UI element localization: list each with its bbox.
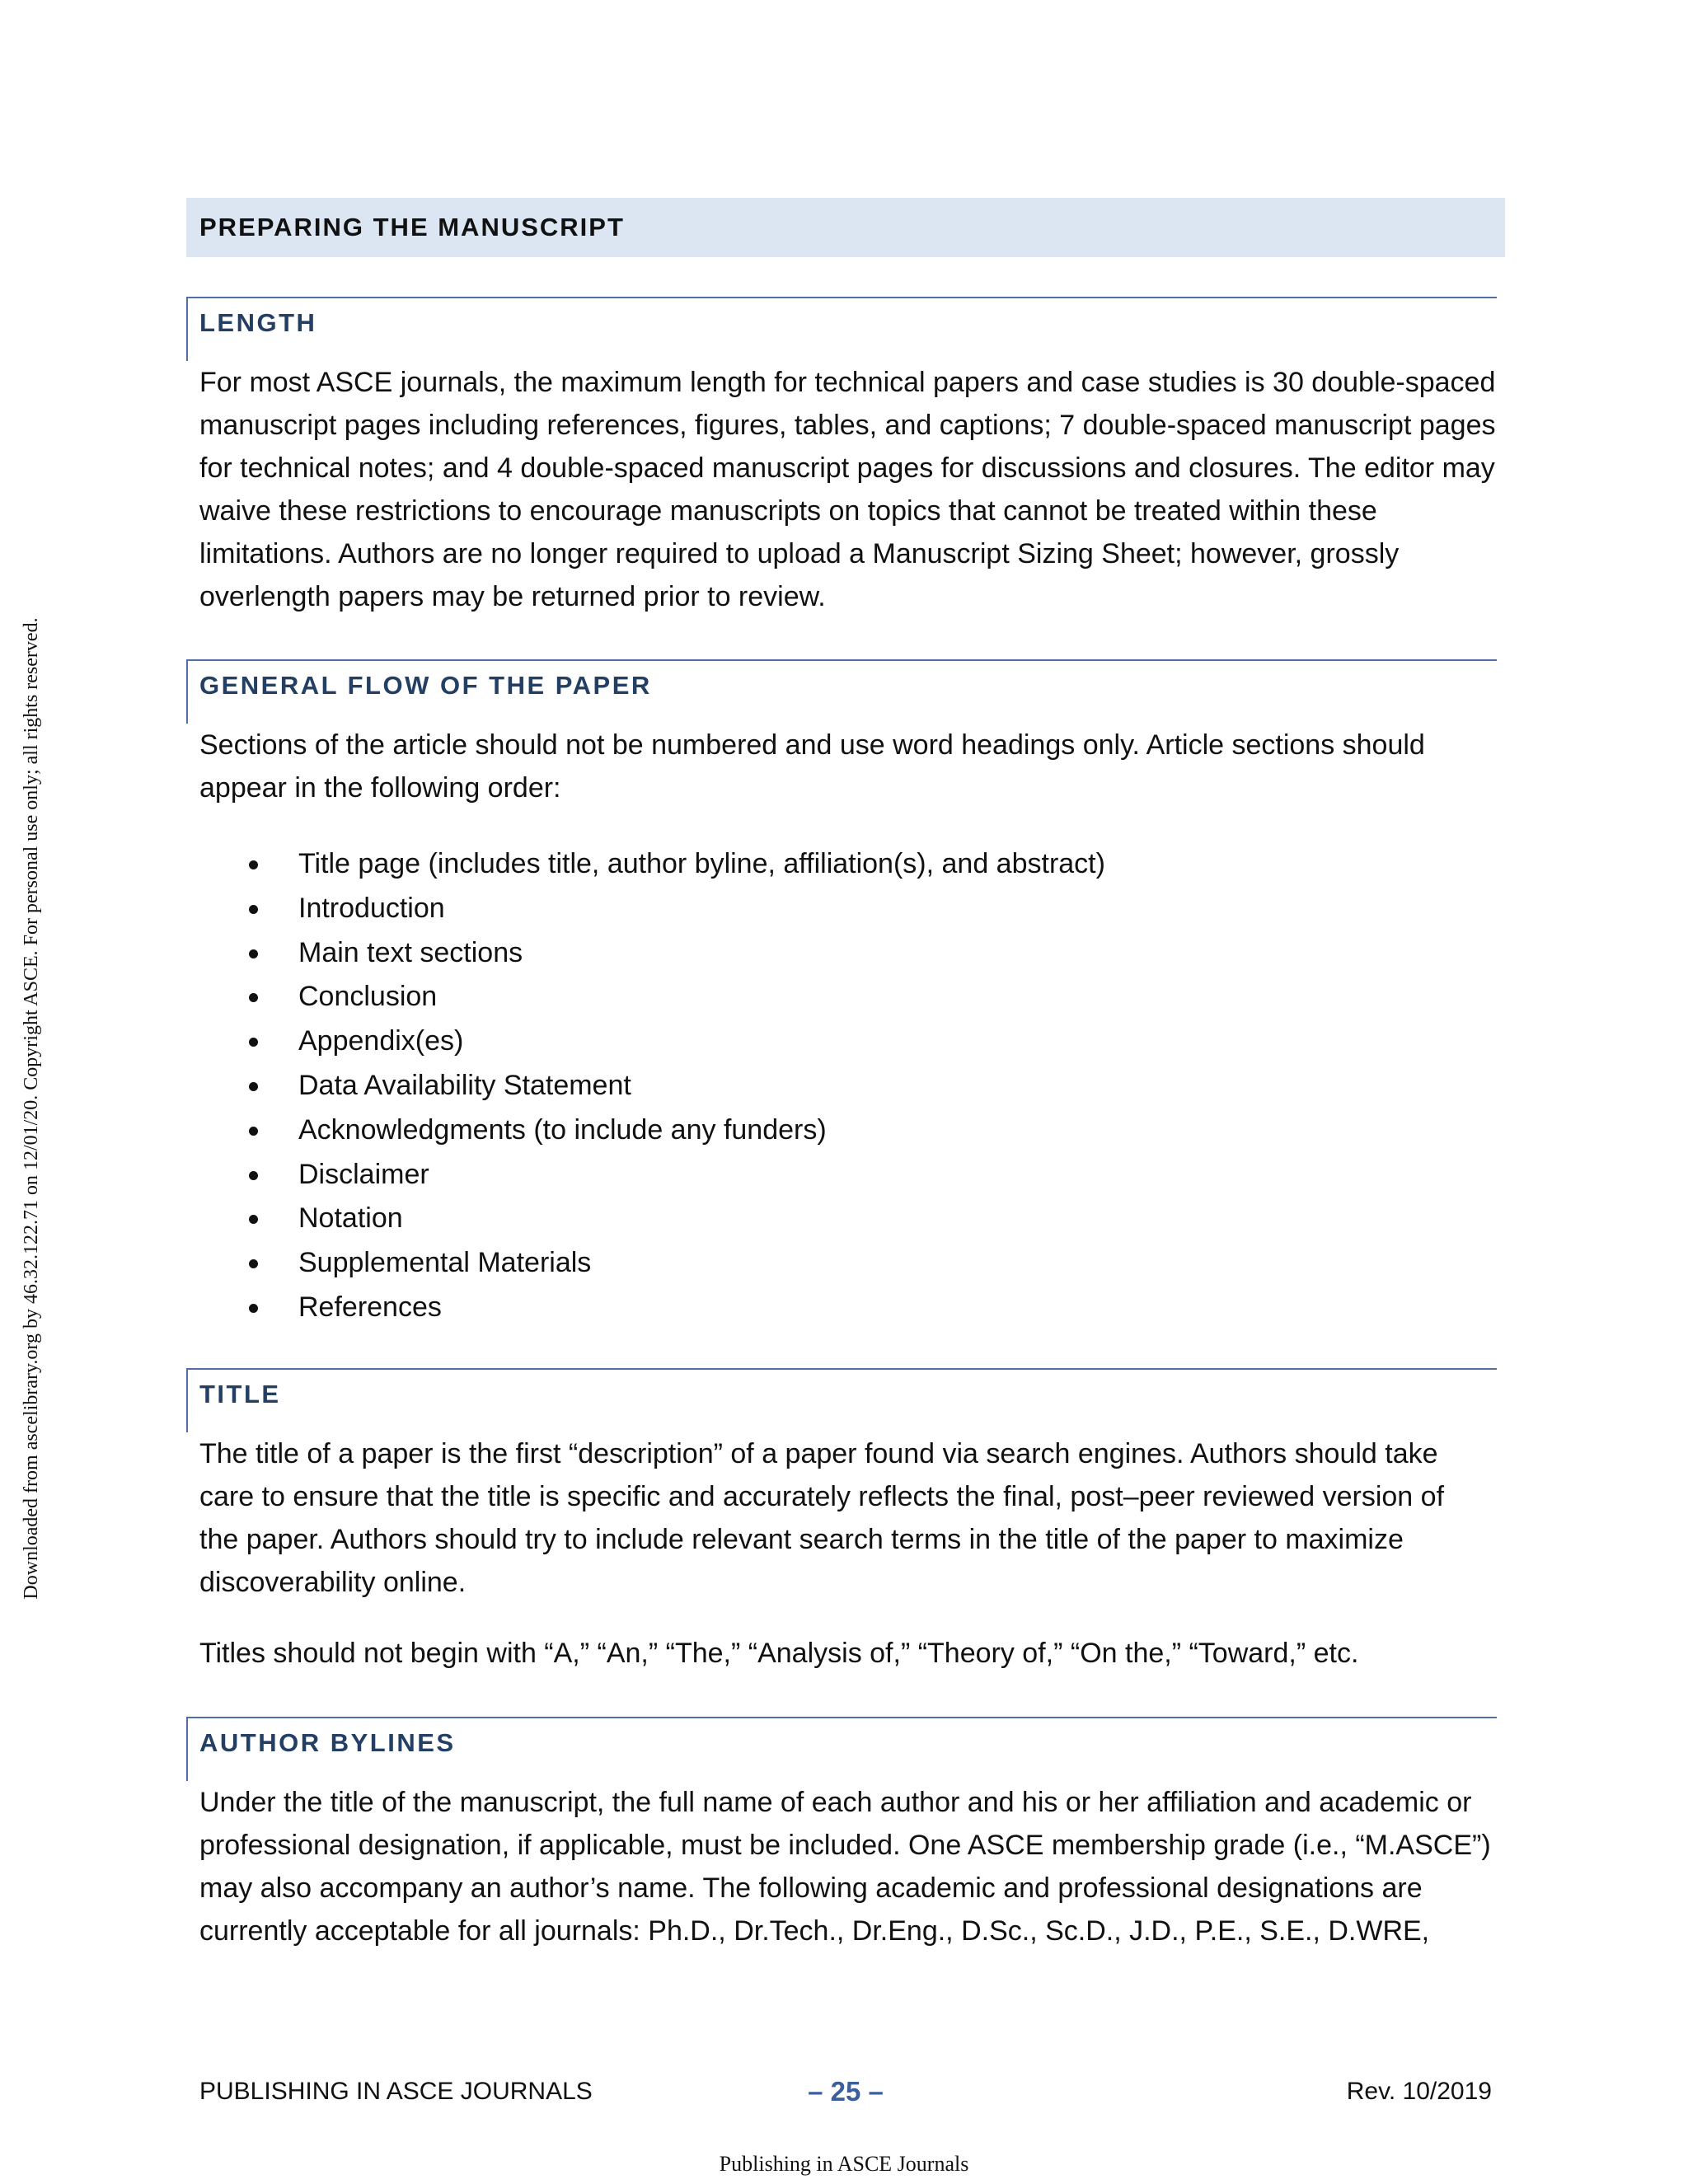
list-item: Supplemental Materials xyxy=(199,1241,1436,1286)
bullet-icon xyxy=(249,993,258,1002)
section-order-list xyxy=(199,842,1436,1330)
list-item: Notation xyxy=(199,1197,1436,1241)
section-heading-label: LENGTH xyxy=(199,308,317,337)
page-footer xyxy=(199,2074,1492,2110)
list-item: Conclusion xyxy=(199,975,1436,1019)
title-paragraph-2: Titles should not begin with “A,” “An,” “The,” “Analysis of,” “Theory of,” “On the,” “Toward,” etc. xyxy=(199,1638,1359,1669)
footer-revision: Rev. 10/2019 xyxy=(1346,2078,1492,2105)
list-item: Main text sections xyxy=(199,931,1436,976)
list-item: Introduction xyxy=(199,887,1436,931)
list-item: Appendix(es) xyxy=(199,1019,1436,1064)
bullet-icon xyxy=(249,1038,258,1047)
section-heading-title xyxy=(186,1368,1497,1432)
list-item: Data Availability Statement xyxy=(199,1064,1436,1108)
flow-paragraph: Sections of the article should not be numbered and use word headings only. Article sections should appear in the following order: xyxy=(199,729,1425,804)
bullet-icon xyxy=(249,1127,258,1136)
bullet-icon xyxy=(249,1171,258,1180)
section-heading-label: TITLE xyxy=(199,1380,281,1408)
length-paragraph: For most ASCE journals, the maximum length for technical papers and case studies is 30 double-spaced manuscript pages including references, figures, tables, and captions; 7 double-spaced manuscript pages for technical notes; and 4 double-spaced manuscript pages for discussions and closures. The editor may waive these restrictions to encourage manuscripts on topics that cannot be treated within these limitations. Authors are no longer required to upload a Manuscript Sizing Sheet; however, grossly overlength papers may be returned prior to review. xyxy=(199,367,1496,612)
section-heading-author-bylines xyxy=(186,1717,1497,1781)
bullet-icon xyxy=(249,905,258,914)
bylines-paragraph: Under the title of the manuscript, the full name of each author and his or her affiliation and academic or professional designation, if applicable, must be included. One ASCE membership grade (i.e., “M.ASCE”) may also accompany an author’s name. The following academic and professional designations are currently acceptable for all journals: Ph.D., Dr.Tech., Dr.Eng., D.Sc., Sc.D., J.D., P.E., S.E., D.WRE, xyxy=(199,1787,1491,1947)
bullet-icon xyxy=(249,949,258,958)
section-heading-label: AUTHOR BYLINES xyxy=(199,1728,456,1757)
bullet-icon xyxy=(249,860,258,869)
page-number: – 25 – xyxy=(808,2076,884,2107)
list-item: Title page (includes title, author byline, affiliation(s), and abstract) xyxy=(199,842,1436,887)
list-item: References xyxy=(199,1286,1436,1330)
list-item: Disclaimer xyxy=(199,1153,1436,1197)
bullet-icon xyxy=(249,1259,258,1268)
list-item: Acknowledgments (to include any funders) xyxy=(199,1108,1436,1153)
chapter-title: PREPARING THE MANUSCRIPT xyxy=(199,213,625,241)
section-heading-length xyxy=(186,297,1497,361)
chapter-banner xyxy=(186,198,1505,257)
title-paragraph-1: The title of a paper is the first “description” of a paper found via search engines. Authors should take care to ensure that the title is specific and accurately reflects the final, post–peer reviewed version of the paper. Authors should try to include relevant search terms in the title of the paper to maximize discoverability online. xyxy=(199,1438,1445,1598)
bullet-icon xyxy=(249,1215,258,1224)
download-watermark: Downloaded from ascelibrary.org by 46.32.122.71 on 12/01/20. Copyright ASCE. For personal use only; all rights reserved. xyxy=(21,617,42,1600)
bullet-icon xyxy=(249,1082,258,1091)
section-heading-label: GENERAL FLOW OF THE PAPER xyxy=(199,671,652,700)
bullet-icon xyxy=(249,1304,258,1313)
footer-journal-label: PUBLISHING IN ASCE JOURNALS xyxy=(199,2078,593,2105)
section-heading-general-flow xyxy=(186,659,1497,724)
footer-note: Publishing in ASCE Journals xyxy=(719,2152,969,2176)
